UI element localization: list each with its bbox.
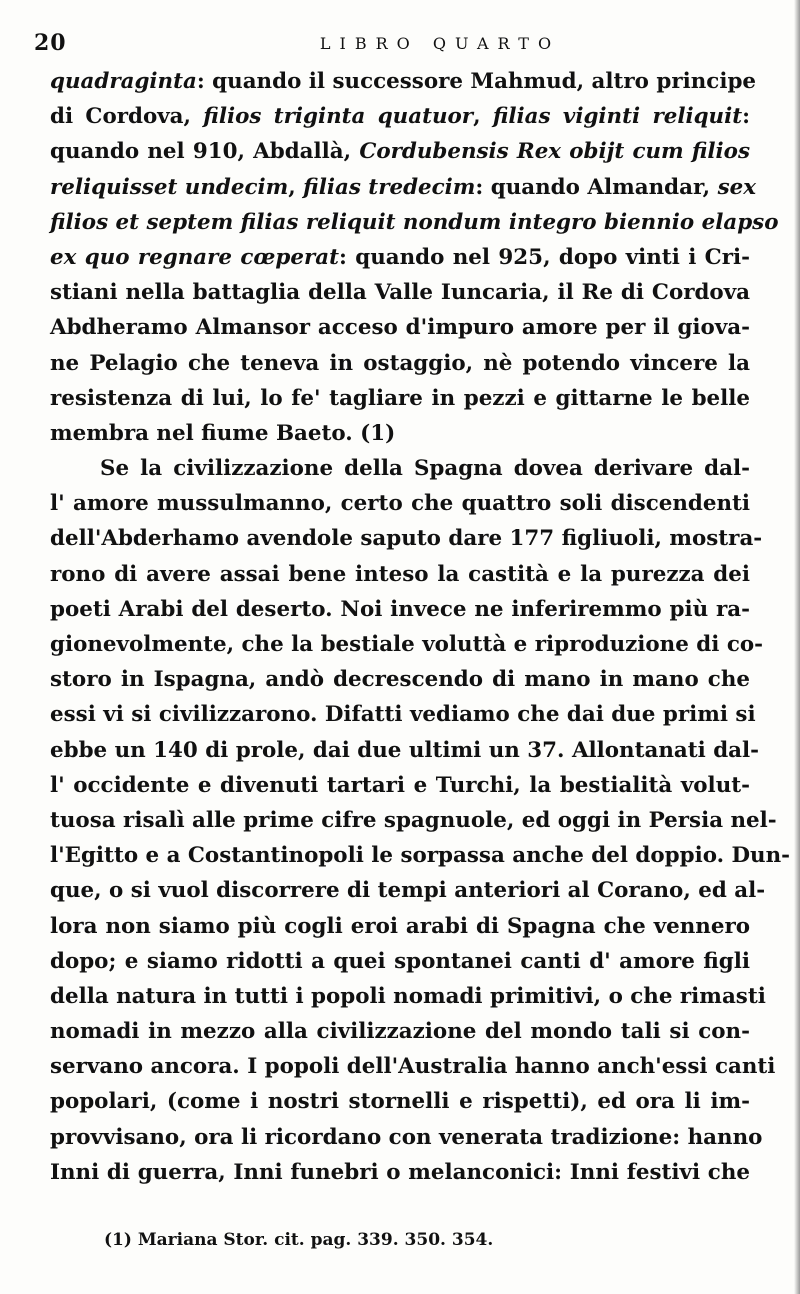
italic-text-segment: Cordubensis Rex obijt cum filios: [359, 139, 750, 165]
page-header: [30, 30, 770, 64]
text-segment: nomadi in mezzo alla civilizzazione del mondo tali si con-: [50, 1019, 750, 1045]
text-line: [50, 1155, 750, 1190]
text-segment: : quando il successore Mahmud, altro principe: [196, 69, 757, 94]
text-line: [50, 627, 763, 662]
text-segment: dell'Abderhamo avendole saputo dare 177 figliuoli, mostra-: [50, 526, 763, 552]
text-segment: l'Egitto e a Costantinopoli le sorpassa anche del doppio. Dun-: [50, 843, 791, 869]
text-line: [50, 134, 750, 169]
text-segment: ebbe un 140 di prole, dai due ultimi un 37. Allontanati dal-: [50, 737, 760, 763]
text-line: [50, 240, 750, 275]
text-segment: : quando nel 925, dopo vinti i Cri-: [338, 244, 750, 270]
italic-text-segment: ex quo regnare cœperat: [50, 244, 339, 270]
text-segment: Se la civilizzazione della Spagna dovea derivare dal-: [100, 456, 750, 482]
italic-text-segment: reliquisset undecim: [50, 174, 289, 200]
text-line: [50, 416, 750, 451]
text-segment: ,: [288, 174, 304, 200]
text-segment: tuosa risalì alle prime cifre spagnuole, ed oggi in Persia nel-: [50, 807, 777, 833]
text-segment: quando nel 910, Abdallà,: [50, 139, 360, 165]
text-segment: della natura in tutti i popoli nomadi primitivi, o che rimasti: [50, 983, 766, 1009]
text-segment: : quando Almandar,: [475, 174, 718, 200]
text-line: [50, 873, 766, 908]
text-line: [50, 592, 750, 627]
text-segment: stiani nella battaglia della Valle Iuncaria, il Re di Cordova: [50, 280, 750, 306]
page-edge-shadow: [794, 0, 800, 1294]
text-segment: dopo; e siamo ridotti a quei spontanei canti d' amore figli: [50, 948, 750, 974]
footnote: (1) Mariana Stor. cit. pag. 339. 350. 354.: [104, 1230, 494, 1250]
text-line: [50, 768, 750, 803]
text-segment: :: [742, 104, 750, 130]
text-segment: essi vi si civilizzarono. Difatti vediamo che dai due primi si: [50, 702, 756, 728]
text-line: [50, 662, 750, 697]
text-line: [50, 521, 763, 556]
text-segment: que, o si vuol discorrere di tempi anteriori al Corano, ed al-: [50, 878, 766, 904]
text-line: [50, 979, 766, 1014]
italic-text-segment: quadraginta: [50, 69, 197, 94]
text-line: [50, 99, 750, 134]
text-line: [50, 909, 750, 944]
text-segment: l' occidente e divenuti tartari e Turchi, la bestialità volut-: [50, 772, 750, 798]
italic-text-segment: filios et septem filias reliquit nondum integro biennio elapso: [50, 209, 779, 235]
text-line: [50, 1014, 750, 1049]
text-segment: membra nel fiume Baeto. (1): [50, 420, 396, 446]
text-segment: popolari, (come i nostri stornelli e rispetti), ed ora li im-: [50, 1089, 750, 1115]
text-line: [50, 64, 757, 99]
italic-text-segment: filios triginta quatuor: [203, 104, 474, 130]
text-segment: rono di avere assai bene inteso la castità e la purezza dei: [50, 561, 750, 587]
text-line: [50, 205, 779, 240]
text-segment: storo in Ispagna, andò decrescendo di mano in mano che: [50, 667, 750, 693]
text-line: [50, 170, 756, 205]
text-segment: provvisano, ora li ricordano con venerata tradizione: hanno: [50, 1124, 763, 1150]
text-segment: Inni di guerra, Inni funebri o melanconici: Inni festivi che: [50, 1159, 750, 1185]
page-number: 20: [34, 30, 67, 56]
text-line: [50, 733, 760, 768]
text-line: [50, 310, 750, 345]
text-line: [50, 451, 750, 486]
text-segment: ne Pelagio che teneva in ostaggio, nè potendo vincere la: [50, 350, 750, 376]
text-segment: ,: [473, 104, 493, 130]
text-line: [50, 557, 750, 592]
text-line: [50, 838, 791, 873]
italic-text-segment: filias viginti reliquit: [492, 104, 743, 130]
italic-text-segment: filias tredecim: [303, 174, 476, 200]
text-segment: Abdheramo Almansor acceso d'impuro amore per il giova-: [50, 315, 750, 341]
text-line: [50, 803, 777, 838]
text-segment: resistenza di lui, lo fe' tagliare in pezzi e gittarne le belle: [50, 385, 750, 411]
text-line: [50, 697, 756, 732]
text-line: [50, 1084, 750, 1119]
text-line: [50, 944, 750, 979]
text-segment: di Cordova,: [50, 104, 204, 130]
text-line: [50, 1120, 763, 1155]
text-segment: poeti Arabi del deserto. Noi invece ne inferiremmo più ra-: [50, 596, 750, 622]
text-segment: lora non siamo più cogli eroi arabi di Spagna che vennero: [50, 913, 750, 939]
text-segment: servano ancora. I popoli dell'Australia hanno anch'essi canti: [50, 1054, 776, 1080]
text-line: [50, 381, 750, 416]
text-segment: gionevolmente, che la bestiale voluttà e riproduzione di co-: [50, 632, 763, 657]
text-segment: l' amore mussulmanno, certo che quattro soli discendenti: [50, 491, 750, 517]
text-line: [50, 486, 750, 521]
text-line: [50, 275, 750, 310]
body-text: [50, 64, 791, 1190]
text-line: [50, 346, 750, 381]
italic-text-segment: sex: [717, 174, 756, 200]
text-line: [50, 1049, 776, 1084]
running-head: LIBRO QUARTO: [319, 34, 561, 53]
